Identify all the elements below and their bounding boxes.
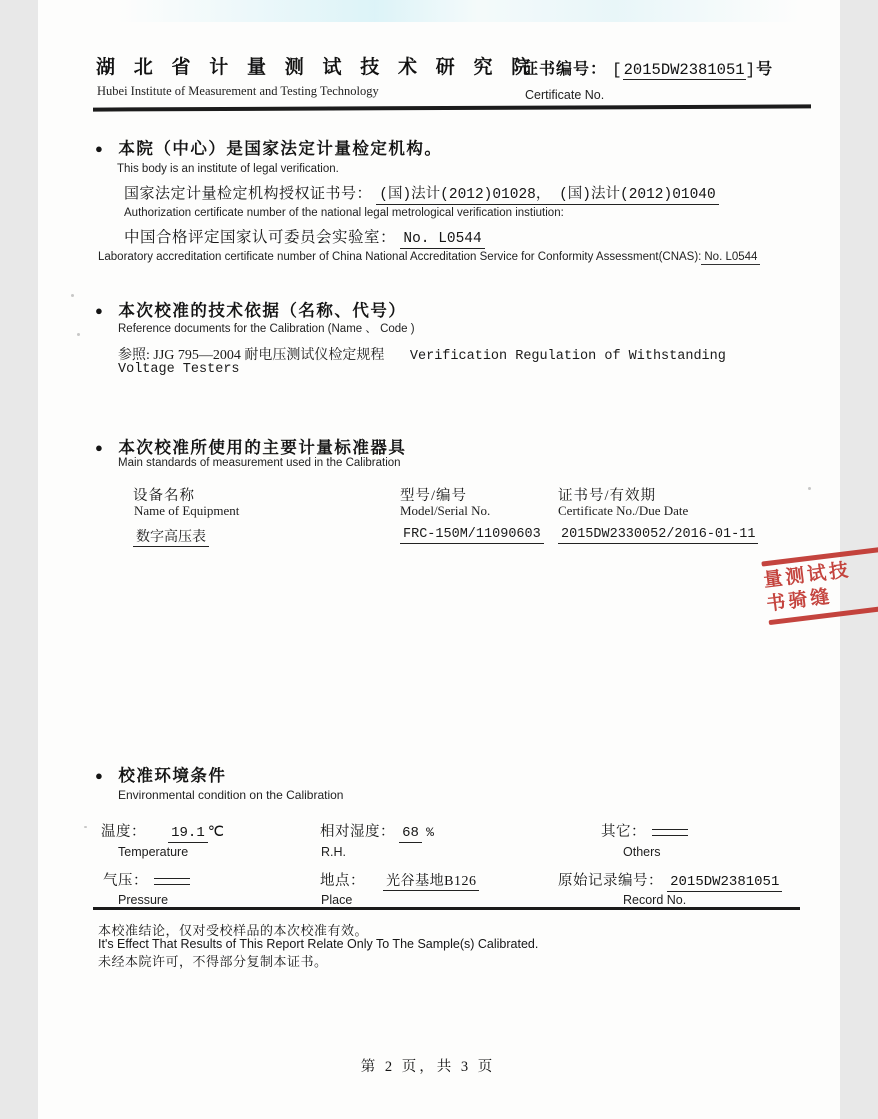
col-header-equipment-cn: 设备名称 (133, 488, 195, 504)
certificate-number-value: 2015DW2381051 (623, 61, 745, 79)
cnas-line (124, 225, 485, 247)
temperature-field (101, 820, 225, 841)
col-header-model-cn: 型号/编号 (400, 488, 468, 504)
others-label-en: Others (623, 845, 661, 859)
pressure-field (103, 869, 190, 890)
col-header-model-en: Model/Serial No. (400, 503, 491, 518)
section3-heading (95, 434, 406, 458)
note-copy-cn: 未经本院许可，不得部分复制本证书。 (98, 954, 328, 969)
section3-title-en: Main standards of measurement used in the Calibration (118, 457, 401, 469)
bullet-icon: ● (95, 768, 105, 783)
section2-title-en: Reference documents for the Calibration (Name 、 Code ) (118, 323, 415, 335)
humidity-value: 68 (399, 825, 422, 843)
cnas-label-cn: 中国合格评定国家认可委员会实验室： (124, 229, 397, 246)
authorization-value: (国)法计(2012)01028， (国)法计(2012)01040 (376, 187, 718, 205)
red-seam-stamp (761, 547, 878, 645)
scan-speck (84, 826, 87, 828)
table-row (133, 526, 209, 546)
reference-line (118, 344, 726, 364)
cnas-label-en: Laboratory accreditation certificate number of China National Accreditation Service for Conformity Assessment(CNAS): (98, 251, 702, 263)
bullet-icon: ● (95, 440, 105, 455)
place-value: 光谷基地B126 (383, 874, 479, 891)
temperature-label-en: Temperature (118, 845, 189, 859)
header-rule (93, 104, 811, 111)
cnas-value-en: No. L0544 (701, 251, 760, 265)
certificate-number-line (522, 56, 773, 79)
section1-title-cn: 本院（中心）是国家法定计量检定机构。 (118, 139, 443, 158)
record-label-en: Record No. (623, 893, 687, 907)
environment-rule (93, 907, 800, 910)
cnas-value: No. L0544 (400, 231, 484, 249)
certificate-due-value: 2015DW2330052/2016-01-11 (558, 527, 758, 544)
institute-title-cn: 湖 北 省 计 量 测 试 技 术 研 究 院 (96, 57, 538, 78)
bullet-icon: ● (95, 303, 105, 318)
institute-title-en: Hubei Institute of Measurement and Testing Technology (97, 84, 379, 98)
col-header-cert-cn: 证书号/有效期 (558, 488, 657, 504)
certificate-number-suffix: 号 (756, 61, 774, 78)
reference-text-en: Verification Regulation of Withstanding (409, 349, 726, 364)
reference-text-en-line2: Voltage Testers (118, 362, 240, 377)
section4-heading (95, 762, 226, 786)
bracket-close: ] (745, 61, 757, 79)
temperature-unit: ℃ (207, 824, 225, 840)
record-field (558, 869, 782, 890)
model-serial-value: FRC-150M/11090603 (400, 527, 544, 544)
section4-title-cn: 校准环境条件 (118, 766, 227, 785)
stamp-text-line1: 量测试技 (762, 559, 853, 592)
stamp-text-line2: 书骑缝 (765, 586, 834, 615)
section2-title-cn: 本次校准的技术依据（名称、代号） (118, 301, 407, 320)
double-dash-mark (652, 829, 688, 836)
scan-speck (71, 294, 74, 297)
reference-text-cn: 参照: JJG 795—2004 耐电压测试仪检定规程 (118, 348, 385, 363)
note-validity-en: It's Effect That Results of This Report Relate Only To The Sample(s) Calibrated. (98, 937, 539, 951)
place-label-en: Place (321, 893, 353, 907)
bracket-open: [ (612, 61, 623, 79)
section3-title-cn: 本次校准所使用的主要计量标准器具 (118, 438, 407, 457)
col-header-cert-en: Certificate No./Due Date (558, 503, 689, 518)
table-row (400, 527, 544, 542)
note-validity-cn: 本校准结论，仅对受校样品的本次校准有效。 (98, 923, 369, 938)
authorization-label-cn: 国家法定计量检定机构授权证书号： (124, 186, 373, 202)
place-label-cn: 地点： (320, 873, 365, 889)
certificate-number-label-en: Certificate No. (525, 88, 605, 102)
humidity-unit: % (426, 825, 434, 840)
humidity-label-cn: 相对湿度： (320, 824, 395, 840)
others-label-cn: 其它： (601, 824, 646, 840)
double-dash-mark (154, 878, 190, 885)
section4-title-en: Environmental condition on the Calibration (118, 788, 344, 802)
bullet-icon: ● (95, 141, 105, 156)
section2-heading (95, 297, 406, 321)
humidity-label-en: R.H. (321, 845, 346, 859)
authorization-line (124, 182, 719, 203)
cnas-line-en (98, 251, 760, 263)
page-number: 第 2 页，共 3 页 (360, 1059, 496, 1075)
humidity-field (320, 820, 434, 841)
section1-heading (95, 135, 442, 159)
scan-speck (808, 487, 811, 490)
equipment-name-value: 数字高压表 (133, 530, 209, 547)
scan-speck (77, 333, 80, 336)
col-header-equipment-en: Name of Equipment (134, 503, 240, 518)
section1-title-en: This body is an institute of legal verification. (117, 163, 339, 175)
record-value: 2015DW2381051 (667, 874, 782, 892)
authorization-label-en: Authorization certificate number of the national legal metrological verification instiution: (124, 207, 564, 219)
scan-tint-artifact (38, 0, 840, 22)
certificate-number-label-cn: 证书编号： (522, 61, 608, 78)
certificate-page (38, 0, 853, 1119)
table-row (558, 527, 758, 542)
record-label-cn: 原始记录编号： (558, 873, 663, 889)
temperature-value: 19.1 (168, 825, 208, 843)
temperature-label-cn: 温度： (101, 824, 146, 840)
others-field (601, 820, 688, 841)
pressure-label-cn: 气压： (103, 873, 148, 889)
place-field (320, 869, 479, 890)
pressure-label-en: Pressure (118, 893, 169, 907)
